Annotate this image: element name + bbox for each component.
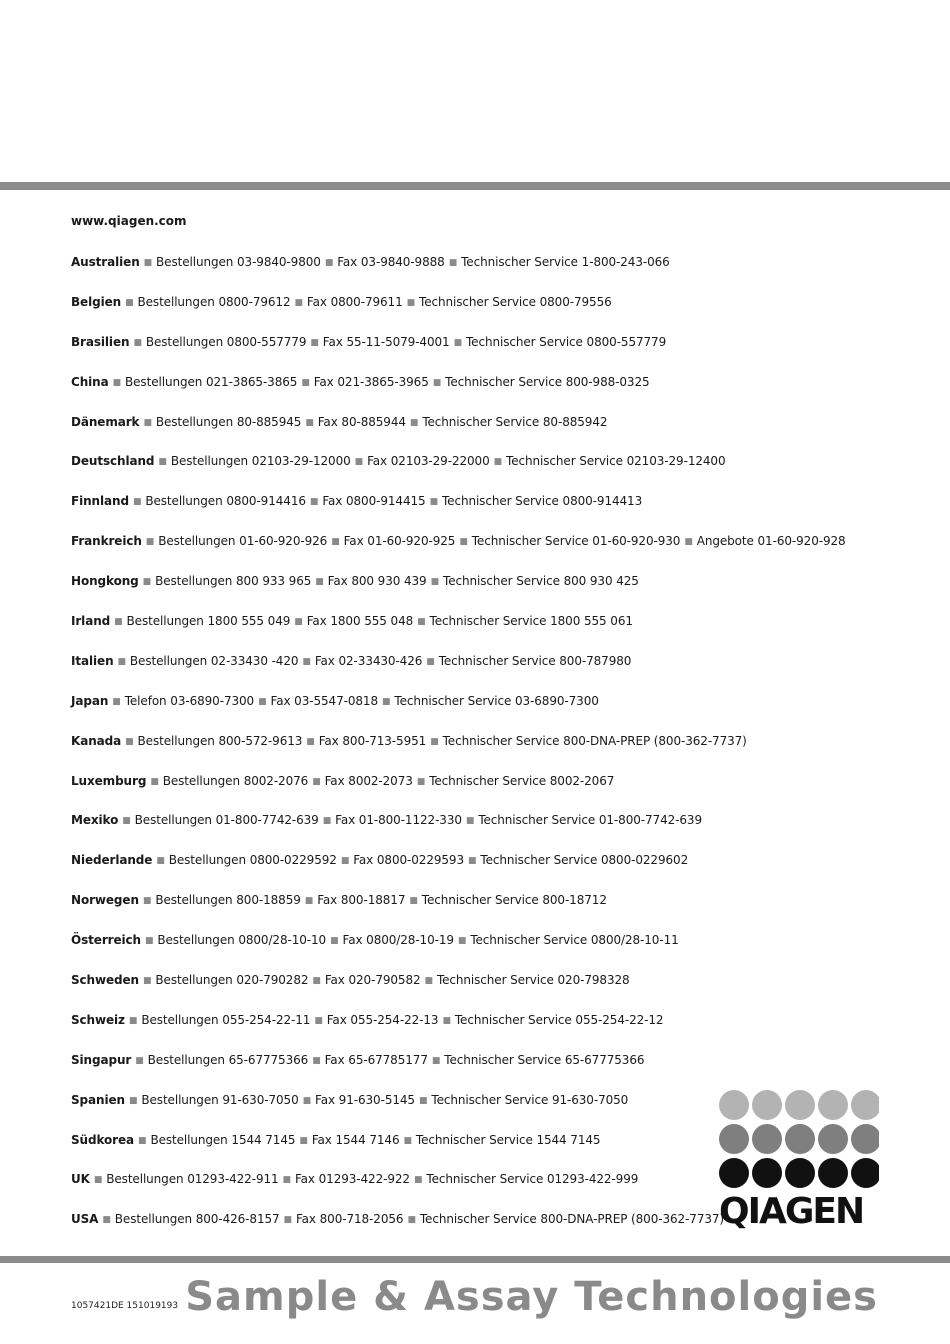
contact-entry: Bestellungen 020-790282	[155, 973, 309, 988]
country-name: Italien	[71, 653, 114, 668]
contact-row	[71, 891, 861, 931]
separator-square-icon: ■	[468, 856, 477, 867]
contact-row	[71, 1051, 861, 1091]
separator-square-icon: ■	[125, 736, 134, 747]
contact-entry: Technischer Service 01-800-7742-639	[478, 813, 702, 828]
contact-entry: Fax 80-885944	[317, 414, 406, 429]
country-name: Irland	[71, 614, 111, 629]
country-name: Hongkong	[71, 574, 139, 589]
contact-row	[71, 253, 861, 293]
contact-entry: Technischer Service 020-798328	[436, 973, 630, 988]
separator-square-icon: ■	[417, 617, 426, 628]
separator-square-icon: ■	[294, 297, 303, 308]
separator-square-icon: ■	[432, 377, 442, 388]
logo-dot	[785, 1158, 815, 1188]
contact-row	[71, 772, 861, 812]
contact-entry: Fax 800-713-5951	[318, 733, 427, 748]
contact-entry: Bestellungen 1800 555 049	[126, 614, 291, 629]
contact-entry: Fax 8002-2073	[324, 773, 413, 788]
contact-entry: Bestellungen 80-885945	[155, 414, 302, 429]
separator-square-icon: ■	[142, 577, 152, 588]
separator-square-icon: ■	[145, 537, 155, 548]
separator-square-icon: ■	[102, 1215, 111, 1226]
separator-square-icon: ■	[112, 377, 122, 388]
contact-entry: Technischer Service 800-988-0325	[445, 374, 650, 389]
logo-dot	[785, 1090, 815, 1120]
contact-entry: Angebote 01-60-920-928	[696, 534, 846, 549]
contact-row	[71, 931, 861, 971]
contact-entry: Bestellungen 800-426-8157	[114, 1212, 280, 1227]
contact-entry: Fax 800-718-2056	[295, 1212, 404, 1227]
contact-row	[71, 612, 861, 652]
contact-entry: Fax 0800-79611	[306, 294, 403, 309]
separator-square-icon: ■	[117, 656, 126, 667]
contact-row	[71, 373, 861, 413]
separator-square-icon: ■	[322, 816, 332, 827]
contact-entry: Bestellungen 91-630-7050	[141, 1092, 299, 1107]
contact-entry: Fax 02-33430-426	[314, 653, 423, 668]
country-name: Kanada	[71, 733, 122, 748]
country-name: Spanien	[71, 1092, 125, 1107]
separator-square-icon: ■	[143, 976, 152, 987]
separator-square-icon: ■	[493, 457, 503, 468]
contact-row	[71, 692, 861, 732]
logo-dot	[719, 1158, 749, 1188]
logo-dot-grid	[719, 1090, 879, 1188]
country-name: China	[71, 374, 109, 389]
logo-dot	[719, 1124, 749, 1154]
contact-entry: Technischer Service 01-60-920-930	[471, 534, 681, 549]
logo-dot	[752, 1090, 782, 1120]
country-name: Schweiz	[71, 1012, 125, 1027]
contact-row	[71, 732, 861, 772]
separator-square-icon: ■	[406, 297, 416, 308]
separator-square-icon: ■	[413, 1175, 423, 1186]
separator-square-icon: ■	[442, 1015, 451, 1026]
country-name: Japan	[71, 693, 109, 708]
separator-square-icon: ■	[457, 936, 467, 947]
tagline: Sample & Assay Technologies	[185, 1274, 878, 1320]
contact-entry: Technischer Service 65-67775366	[444, 1052, 645, 1067]
contact-entry: Fax 03-9840-9888	[337, 255, 445, 269]
separator-square-icon: ■	[426, 656, 435, 667]
logo-dot	[851, 1158, 879, 1188]
separator-square-icon: ■	[315, 577, 324, 588]
separator-square-icon: ■	[114, 617, 123, 628]
separator-square-icon: ■	[283, 1215, 292, 1226]
separator-square-icon: ■	[309, 497, 319, 508]
contact-entry: Bestellungen 0800-914416	[145, 494, 306, 509]
contact-entry: Technischer Service 02103-29-12400	[506, 454, 726, 469]
separator-square-icon: ■	[409, 417, 419, 428]
contact-row	[71, 452, 861, 492]
country-name: Schweden	[71, 973, 139, 988]
separator-square-icon: ■	[125, 297, 134, 308]
contact-entry: Fax 055-254-22-13	[326, 1012, 439, 1027]
separator-square-icon: ■	[430, 736, 439, 747]
country-name: UK	[71, 1172, 90, 1187]
contact-entry: Technischer Service 91-630-7050	[431, 1092, 629, 1107]
contact-entry: Technischer Service 055-254-22-12	[454, 1012, 664, 1027]
contact-entry: Bestellungen 65-67775366	[147, 1052, 309, 1067]
logo-dot	[851, 1090, 879, 1120]
separator-square-icon: ■	[135, 1055, 144, 1066]
separator-square-icon: ■	[305, 417, 314, 428]
contact-entry: Bestellungen 01-60-920-926	[158, 534, 328, 549]
contact-entry: Bestellungen 8002-2076	[162, 773, 309, 788]
contact-entry: Technischer Service 1800 555 061	[429, 614, 633, 629]
separator-square-icon: ■	[282, 1175, 291, 1186]
contact-entry: Technischer Service 1544 7145	[415, 1132, 601, 1147]
country-name: USA	[71, 1212, 99, 1227]
contact-row	[71, 413, 861, 453]
separator-square-icon: ■	[409, 896, 418, 907]
contact-entry: Fax 1800 555 048	[306, 614, 414, 629]
contact-entry: Bestellungen 021-3865-3865	[125, 374, 298, 389]
separator-square-icon: ■	[381, 696, 391, 707]
contact-row	[71, 971, 861, 1011]
separator-square-icon: ■	[430, 577, 439, 588]
separator-square-icon: ■	[306, 736, 315, 747]
separator-square-icon: ■	[138, 1135, 147, 1146]
contact-entry: Technischer Service 0800-79556	[419, 294, 612, 309]
document-number: 1057421DE 151019193	[71, 1301, 179, 1311]
contact-entry: Technischer Service 0800-557779	[465, 334, 667, 349]
contact-entry: Fax 01-60-920-925	[343, 534, 456, 549]
contact-row	[71, 532, 861, 572]
separator-square-icon: ■	[144, 936, 154, 947]
separator-square-icon: ■	[142, 896, 152, 907]
separator-square-icon: ■	[156, 856, 165, 867]
contact-entry: Fax 021-3865-3965	[313, 374, 429, 389]
contact-row	[71, 851, 861, 891]
contact-entry: Technischer Service 03-6890-7300	[394, 693, 599, 708]
contact-entry: Technischer Service 0800/28-10-11	[470, 933, 679, 948]
contact-entry: Technischer Service 800-787980	[438, 653, 632, 668]
separator-square-icon: ■	[128, 1095, 138, 1106]
separator-square-icon: ■	[684, 537, 693, 548]
logo-dot	[851, 1124, 879, 1154]
separator-square-icon: ■	[143, 417, 152, 428]
contact-entry: Fax 03-5547-0818	[270, 693, 378, 708]
country-name: Finnland	[71, 494, 129, 509]
country-name: Dänemark	[71, 414, 140, 429]
separator-square-icon: ■	[312, 976, 321, 987]
separator-square-icon: ■	[416, 776, 426, 787]
contact-entry: Fax 01-800-1122-330	[335, 813, 462, 828]
separator-square-icon: ■	[299, 1135, 308, 1146]
separator-square-icon: ■	[418, 1095, 428, 1106]
contact-entry: Bestellungen 02103-29-12000	[170, 454, 351, 469]
logo-dot	[752, 1124, 782, 1154]
contact-entry: Bestellungen 800-18859	[155, 893, 301, 908]
contact-entry: Technischer Service 1-800-243-066	[461, 255, 670, 269]
contact-entry: Fax 55-11-5079-4001	[322, 334, 450, 349]
separator-square-icon: ■	[431, 1055, 441, 1066]
separator-square-icon: ■	[403, 1135, 412, 1146]
logo-dot	[818, 1124, 848, 1154]
contact-entry: Bestellungen 0800-557779	[145, 334, 307, 349]
separator-square-icon: ■	[453, 337, 462, 348]
contact-row	[71, 811, 861, 851]
separator-square-icon: ■	[301, 377, 310, 388]
separator-square-icon: ■	[122, 816, 131, 827]
separator-square-icon: ■	[429, 497, 438, 508]
contact-entry: Bestellungen 02-33430 -420	[129, 653, 299, 668]
country-name: Australien	[71, 255, 140, 269]
contact-entry: Bestellungen 0800-0229592	[168, 853, 337, 868]
contact-entry: Bestellungen 055-254-22-11	[141, 1012, 311, 1027]
separator-square-icon: ■	[112, 696, 121, 707]
logo-dot	[752, 1158, 782, 1188]
contact-row	[71, 652, 861, 692]
contact-entry: Technischer Service 0800-0229602	[480, 853, 689, 868]
separator-square-icon: ■	[133, 337, 142, 348]
contact-entry: Fax 800 930 439	[327, 574, 427, 589]
bottom-divider	[0, 1256, 950, 1263]
country-name: Niederlande	[71, 853, 153, 868]
contact-entry: Fax 800-18817	[317, 893, 406, 908]
separator-square-icon: ■	[143, 258, 153, 268]
contact-entry: Fax 0800/28-10-19	[342, 933, 454, 948]
separator-square-icon: ■	[302, 1095, 312, 1106]
contact-row	[71, 293, 861, 333]
contact-entry: Technischer Service 0800-914413	[441, 494, 643, 509]
contact-entry: Bestellungen 01-800-7742-639	[134, 813, 319, 828]
contact-entry: Bestellungen 03-9840-9800	[156, 255, 321, 269]
contact-row	[71, 572, 861, 612]
logo-dot	[818, 1158, 848, 1188]
contact-entry: Telefon 03-6890-7300	[124, 693, 255, 708]
separator-square-icon: ■	[258, 696, 267, 707]
contact-entry: Fax 0800-0229593	[353, 853, 465, 868]
country-name: Luxemburg	[71, 773, 147, 788]
contact-entry: Bestellungen 800 933 965	[155, 574, 312, 589]
logo-dot	[785, 1124, 815, 1154]
contact-entry: Fax 0800-914415	[322, 494, 426, 509]
contact-entry: Technischer Service 800-DNA-PREP (800-362-7737)	[442, 733, 747, 748]
contact-entry: Technischer Service 800 930 425	[443, 574, 639, 589]
separator-square-icon: ■	[330, 936, 339, 947]
contact-entry: Bestellungen 01293-422-911	[106, 1172, 279, 1187]
country-name: Mexiko	[71, 813, 119, 828]
country-name: Norwegen	[71, 893, 139, 908]
country-name: Frankreich	[71, 534, 142, 549]
separator-square-icon: ■	[331, 537, 340, 548]
country-name: Brasilien	[71, 334, 130, 349]
contact-entry: Technischer Service 800-DNA-PREP (800-362-7737)	[419, 1212, 725, 1227]
separator-square-icon: ■	[93, 1175, 103, 1186]
contact-row	[71, 492, 861, 532]
contact-entry: Fax 91-630-5145	[315, 1092, 415, 1107]
separator-square-icon: ■	[158, 457, 167, 468]
contact-entry: Fax 02103-29-22000	[367, 454, 490, 469]
separator-square-icon: ■	[312, 776, 321, 787]
separator-square-icon: ■	[324, 258, 334, 268]
contact-entry: Bestellungen 1544 7145	[150, 1132, 296, 1147]
separator-square-icon: ■	[314, 1015, 323, 1026]
contact-entry: Bestellungen 800-572-9613	[137, 733, 303, 748]
contact-entry: Technischer Service 80-885942	[422, 414, 608, 429]
separator-square-icon: ■	[340, 856, 350, 867]
separator-square-icon: ■	[128, 1015, 138, 1026]
separator-square-icon: ■	[310, 337, 319, 348]
contact-row	[71, 333, 861, 373]
contact-entry: Technischer Service 800-18712	[421, 893, 607, 908]
contact-entry: Fax 01293-422-922	[294, 1172, 410, 1187]
logo-dot	[719, 1090, 749, 1120]
logo-dot	[818, 1090, 848, 1120]
separator-square-icon: ■	[407, 1215, 416, 1226]
separator-square-icon: ■	[424, 976, 433, 987]
separator-square-icon: ■	[150, 776, 159, 787]
separator-square-icon: ■	[459, 537, 468, 548]
contact-entry: Fax 1544 7146	[311, 1132, 400, 1147]
top-divider	[0, 182, 950, 190]
separator-square-icon: ■	[312, 1055, 321, 1066]
separator-square-icon: ■	[465, 816, 475, 827]
separator-square-icon: ■	[304, 896, 314, 907]
country-name: Österreich	[71, 933, 141, 948]
country-name: Singapur	[71, 1052, 132, 1067]
contact-entry: Bestellungen 0800/28-10-10	[157, 933, 327, 948]
contact-entry: Technischer Service 8002-2067	[429, 773, 615, 788]
separator-square-icon: ■	[294, 617, 303, 628]
country-name: Deutschland	[71, 454, 155, 469]
contact-entry: Technischer Service 01293-422-999	[426, 1172, 639, 1187]
logo-wordmark: QIAGEN	[719, 1192, 864, 1232]
separator-square-icon: ■	[354, 457, 364, 468]
contact-entry: Fax 65-67785177	[324, 1052, 428, 1067]
website-link[interactable]: www.qiagen.com	[71, 214, 187, 228]
country-name: Belgien	[71, 294, 122, 309]
separator-square-icon: ■	[302, 656, 311, 667]
qiagen-logo	[719, 1090, 879, 1230]
separator-square-icon: ■	[448, 258, 458, 268]
country-name: Südkorea	[71, 1132, 135, 1147]
contact-entry: Bestellungen 0800-79612	[137, 294, 291, 309]
contact-entry: Fax 020-790582	[324, 973, 421, 988]
contact-row	[71, 1011, 861, 1051]
separator-square-icon: ■	[132, 497, 142, 508]
